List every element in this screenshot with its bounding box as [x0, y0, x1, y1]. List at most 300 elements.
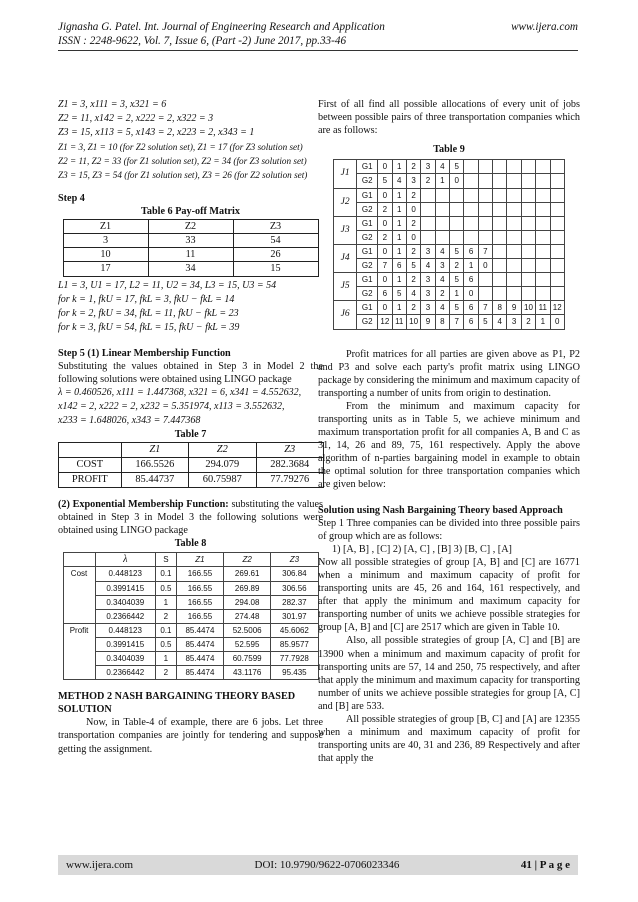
table-cell — [521, 287, 535, 301]
table-cell: 10 — [521, 301, 535, 315]
table-cell — [550, 244, 564, 258]
table-cell: 43.1176 — [224, 666, 271, 680]
table-cell: 306.84 — [271, 567, 318, 581]
table-cell — [478, 160, 492, 174]
exponential-text: substituting the values obtained in Step 3 in Model 3 the following solutions were obtained using LINGO package — [58, 498, 323, 537]
table-cell: 85.9577 — [271, 637, 318, 651]
table-cell — [507, 273, 521, 287]
table-cell: 0 — [464, 287, 478, 301]
linear-solution-equations — [58, 386, 323, 428]
table-cell: 0.2366442 — [95, 609, 155, 623]
job-label: J4 — [334, 244, 357, 272]
issn-line: ISSN : 2248-9622, Vol. 7, Issue 6, (Part -2) June 2017, pp.33-46 — [58, 35, 347, 47]
page-header — [58, 20, 578, 51]
table-cell: COST — [59, 457, 122, 472]
table-cell: 33 — [148, 234, 233, 248]
table-cell: 2 — [406, 216, 420, 230]
table-cell — [507, 174, 521, 188]
table-cell — [435, 216, 449, 230]
group-label: G1 — [357, 244, 378, 258]
footer-page-number: 41 | P a g e — [520, 859, 570, 871]
table-cell — [464, 216, 478, 230]
table-cell — [464, 174, 478, 188]
table-header-cell — [59, 442, 122, 457]
table-cell — [493, 244, 507, 258]
method2-heading: METHOD 2 NASH BARGAINING THEORY BASED SOLUTION — [58, 691, 296, 716]
table-cell — [507, 216, 521, 230]
table-cell — [507, 244, 521, 258]
table-cell — [521, 273, 535, 287]
group-label: G1 — [357, 273, 378, 287]
equation-line: Z1 = 3, x111 = 3, x321 = 6 — [58, 99, 167, 110]
table-cell: 60.75987 — [189, 472, 256, 487]
table-cell: 0.3404039 — [95, 595, 155, 609]
table-row — [334, 188, 565, 202]
table-cell: 1 — [392, 301, 406, 315]
table-cell: 85.4474 — [176, 623, 223, 637]
table-cell: 4 — [493, 315, 507, 329]
table-cell: 3 — [435, 259, 449, 273]
exponential-results-table — [63, 552, 319, 680]
table-cell: 1 — [392, 230, 406, 244]
table-cell: 6 — [464, 244, 478, 258]
table-cell: 3 — [507, 315, 521, 329]
table-cell: 85.4474 — [176, 666, 223, 680]
table-cell: 6 — [464, 301, 478, 315]
table-cell: 5 — [450, 301, 464, 315]
table-cell: 3 — [421, 160, 435, 174]
exponential-heading: (2) Exponential Membership Function: — [58, 498, 229, 510]
table-cell: 2 — [155, 666, 176, 680]
table-cell: 301.97 — [271, 609, 318, 623]
table9-caption: Table 9 — [433, 144, 465, 156]
table-cell: 6 — [464, 315, 478, 329]
table-cell: 26 — [233, 248, 318, 262]
table-cell — [435, 230, 449, 244]
group-label: G2 — [357, 230, 378, 244]
group-label: G2 — [357, 315, 378, 329]
table-cell: 5 — [450, 244, 464, 258]
equation-line: Z2 = 11, x142 = 2, x222 = 2, x322 = 3 — [58, 113, 214, 124]
table-cell — [478, 273, 492, 287]
table-header-cell: Z1 — [121, 442, 188, 457]
table-cell: 7 — [450, 315, 464, 329]
table-cell: 12 — [550, 301, 564, 315]
table-cell: 85.4474 — [176, 637, 223, 651]
table-cell: 0 — [378, 301, 392, 315]
table-cell — [536, 160, 550, 174]
table-header-cell: Z2 — [148, 220, 233, 234]
table-cell: 1 — [392, 202, 406, 216]
table-cell: 2 — [406, 244, 420, 258]
table-cell — [478, 188, 492, 202]
table-row — [63, 567, 318, 581]
table-cell — [493, 287, 507, 301]
equation-block-z — [58, 98, 323, 182]
table-cell: 166.55 — [176, 581, 223, 595]
table-cell — [464, 188, 478, 202]
table-row — [334, 174, 565, 188]
table-header-cell — [63, 553, 95, 567]
table-cell — [464, 230, 478, 244]
table-cell — [521, 259, 535, 273]
table-cell — [478, 174, 492, 188]
table-cell: 294.08 — [224, 595, 271, 609]
table-cell: 2 — [155, 609, 176, 623]
table-cell — [550, 259, 564, 273]
table-row — [334, 202, 565, 216]
table-cell — [536, 188, 550, 202]
table-cell: 4 — [435, 301, 449, 315]
table-cell: 52.595 — [224, 637, 271, 651]
table-cell — [493, 174, 507, 188]
method2-text: Now, in Table-4 of example, there are 6 jobs. Let three transportation companies are jointly for tendering and suppose getting the assignment. — [58, 717, 323, 755]
journal-website[interactable]: www.ijera.com — [511, 21, 578, 33]
table-cell: 5 — [450, 273, 464, 287]
table-cell: 85.44737 — [121, 472, 188, 487]
table-cell — [550, 287, 564, 301]
table-cell: 0 — [378, 273, 392, 287]
table-cell: 0.3404039 — [95, 651, 155, 665]
table-row — [334, 160, 565, 174]
table-cell — [478, 287, 492, 301]
table-cell — [493, 230, 507, 244]
table-cell: 0 — [406, 230, 420, 244]
table-cell: 6 — [464, 273, 478, 287]
strategies-bc-paragraph: All possible strategies of group [B, C] and [A] are 12355 when a minimum and maximum capacity of profit for transporting units are 40, 31 and 236, 89 Respectively and after that apply the — [318, 714, 580, 765]
table-cell: 5 — [450, 160, 464, 174]
right-column — [318, 98, 580, 765]
table-cell: 2 — [406, 160, 420, 174]
table-cell: 5 — [378, 174, 392, 188]
table-cell — [536, 174, 550, 188]
group-label: G2 — [357, 202, 378, 216]
job-label: J6 — [334, 301, 357, 329]
table-cell: 306.56 — [271, 581, 318, 595]
equation-line: for k = 1, fkU = 17, fkL = 3, fkU − fkL = 14 — [58, 293, 235, 305]
table-cell — [450, 202, 464, 216]
equation-line: Z3 = 15, Z3 = 54 (for Z1 solution set), Z3 = 26 (for Z2 solution set) — [58, 170, 308, 180]
step4-heading: Step 4 — [58, 193, 85, 204]
table-cell: 269.61 — [224, 567, 271, 581]
table-cell — [521, 216, 535, 230]
table-cell: 85.4474 — [176, 651, 223, 665]
table-cell: 0 — [550, 315, 564, 329]
table-cell: 1 — [536, 315, 550, 329]
table8-caption: Table 8 — [174, 538, 207, 550]
table-cell: 2 — [378, 230, 392, 244]
table-row — [334, 315, 565, 329]
table-cell: 3 — [421, 287, 435, 301]
step5-heading: Step 5 (1) Linear Membership Function — [58, 347, 231, 359]
table-cell — [464, 160, 478, 174]
group-label: G2 — [357, 174, 378, 188]
nash-heading: Solution using Nash Bargaining Theory based Approach — [318, 504, 563, 516]
table-cell: 0 — [378, 244, 392, 258]
table-cell: 0.1 — [155, 567, 176, 581]
table-cell — [421, 188, 435, 202]
table-cell — [478, 216, 492, 230]
equation-line: for k = 2, fkU = 34, fkL = 11, fkU − fkL = 23 — [58, 307, 239, 319]
table-cell: 7 — [378, 259, 392, 273]
bounds-equations — [58, 279, 323, 335]
journal-title: Jignasha G. Patel. Int. Journal of Engineering Research and Application — [58, 21, 385, 33]
equation-line: for k = 3, fkU = 54, fkL = 15, fkU − fkL = 39 — [58, 321, 240, 333]
table-cell: 1 — [464, 259, 478, 273]
table-cell: 2 — [406, 188, 420, 202]
table-cell: 1 — [392, 244, 406, 258]
table-cell: 282.37 — [271, 595, 318, 609]
table-cell: 2 — [450, 259, 464, 273]
table-cell: 2 — [406, 273, 420, 287]
table-cell: 3 — [406, 174, 420, 188]
group-label: G1 — [357, 160, 378, 174]
table-cell: 166.55 — [176, 595, 223, 609]
table-cell — [550, 216, 564, 230]
table-cell — [507, 160, 521, 174]
table-cell: 7 — [478, 301, 492, 315]
table-cell — [521, 174, 535, 188]
equation-line: x142 = 2, x222 = 2, x232 = 5.351974, x113 = 3.552632, — [58, 400, 285, 412]
equation-line: λ = 0.460526, x111 = 1.447368, x321 = 6, x341 = 4.552632, — [58, 386, 302, 398]
cost-profit-table — [58, 442, 324, 488]
table-row — [59, 472, 324, 487]
table-cell — [536, 244, 550, 258]
table-cell: 0.5 — [155, 581, 176, 595]
table-header-cell: Z3 — [271, 553, 318, 567]
table-cell: 282.3684 — [256, 457, 323, 472]
table-cell: 3 — [63, 234, 148, 248]
table-row — [63, 248, 318, 262]
table-cell: 1 — [450, 287, 464, 301]
table-header-cell: S — [155, 553, 176, 567]
table-cell: 0.3991415 — [95, 581, 155, 595]
table-cell: 294.079 — [189, 457, 256, 472]
table-cell — [493, 202, 507, 216]
table-cell — [435, 202, 449, 216]
table-cell — [464, 202, 478, 216]
table-header-row — [63, 220, 318, 234]
table-row — [334, 301, 565, 315]
table-cell: 0.3991415 — [95, 637, 155, 651]
table-cell — [521, 244, 535, 258]
table-cell: 1 — [392, 160, 406, 174]
table-cell: 8 — [493, 301, 507, 315]
table-cell: 77.79276 — [256, 472, 323, 487]
table-cell: 60.7599 — [224, 651, 271, 665]
table-cell — [450, 230, 464, 244]
table-cell — [507, 287, 521, 301]
table-cell: 1 — [155, 595, 176, 609]
table-cell: 11 — [148, 248, 233, 262]
table-row — [63, 651, 318, 665]
table-cell: 6 — [378, 287, 392, 301]
strategies-ac-paragraph: Also, all possible strategies of group [A, C] and [B] are 13900 when a minimum and maximum capacity of profit for transporting units are 57, 14 and 250, 75 respectively, and after that apply the minimum and maximum capacity for transporting number of units we achieve possible strategies for group [A, C] and [B] are 533. — [318, 635, 580, 712]
job-label: J3 — [334, 216, 357, 244]
table-cell: 0.2366442 — [95, 666, 155, 680]
table-cell: 11 — [392, 315, 406, 329]
table-cell: 5 — [406, 259, 420, 273]
group-label: G1 — [357, 188, 378, 202]
table-cell: 0.5 — [155, 637, 176, 651]
table-row — [334, 273, 565, 287]
strategies-ab-paragraph: Now all possible strategies of group [A, B] and [C] are 16771 when a minimum and maximum capacity of profit for transporting units are 45, 26 and 164, 161 respectively, and after that apply the minimum and maximum capacity for transporting number of units we achieve possible strategies for group [A, B] and [C] are 2517 which are given in Table 10. — [318, 556, 580, 634]
table-cell: 8 — [435, 315, 449, 329]
table-cell — [450, 216, 464, 230]
table-cell: 166.55 — [176, 609, 223, 623]
table-cell — [536, 259, 550, 273]
equation-line: L1 = 3, U1 = 17, L2 = 11, U2 = 34, L3 = 15, U3 = 54 — [58, 279, 277, 291]
table-row — [63, 262, 318, 276]
table-row — [63, 595, 318, 609]
table-cell: 0.448123 — [95, 623, 155, 637]
exponential-paragraph — [58, 498, 323, 537]
table-cell: 34 — [148, 262, 233, 276]
table-cell: 11 — [536, 301, 550, 315]
table-cell: 52.5006 — [224, 623, 271, 637]
table-cell: 1 — [392, 273, 406, 287]
table-header-cell: Z1 — [176, 553, 223, 567]
table-row — [63, 666, 318, 680]
table-cell — [478, 230, 492, 244]
table-cell: 95.435 — [271, 666, 318, 680]
capacity-paragraph: From the minimum and maximum capacity for transporting units as in Table 5, we achieve minimum and maximum transportation profit for all companies A, B and C as 31, 14, 26 and 89, 75, 161 respectively. Apply the above algorithm of n-parties bargaining model in example to obtain the optimal solution for three transportation companies which are given below: — [318, 400, 580, 491]
table-row — [59, 457, 324, 472]
table-cell: 0.1 — [155, 623, 176, 637]
table-cell — [493, 216, 507, 230]
table-header-cell: Z3 — [233, 220, 318, 234]
table6-caption: Table 6 Pay-off Matrix — [141, 206, 240, 218]
table-cell: 2 — [378, 202, 392, 216]
table-cell — [536, 202, 550, 216]
job-label: J2 — [334, 188, 357, 216]
table-header-row — [63, 553, 318, 567]
table-cell: 0 — [378, 216, 392, 230]
table-cell: 7 — [478, 244, 492, 258]
group-label: G1 — [357, 216, 378, 230]
table-group-label: Profit — [63, 623, 95, 679]
table-cell — [421, 202, 435, 216]
table-cell: 5 — [478, 315, 492, 329]
table-row — [334, 259, 565, 273]
header-rule — [58, 50, 578, 51]
table-cell: 4 — [421, 259, 435, 273]
table-cell: 3 — [421, 301, 435, 315]
table-cell — [450, 188, 464, 202]
table-cell: 2 — [421, 174, 435, 188]
table7-caption: Table 7 — [174, 428, 207, 440]
table-cell — [478, 202, 492, 216]
group-label: G2 — [357, 287, 378, 301]
table-row — [334, 216, 565, 230]
table8-body — [63, 567, 318, 680]
table-cell — [536, 216, 550, 230]
table-cell: 0 — [406, 202, 420, 216]
table-cell — [507, 259, 521, 273]
table-header-cell: Z2 — [189, 442, 256, 457]
table-cell: 2 — [406, 301, 420, 315]
table-header-cell: Z1 — [63, 220, 148, 234]
table-cell — [493, 259, 507, 273]
table-cell — [521, 202, 535, 216]
table-row — [334, 287, 565, 301]
table-cell: 5 — [392, 287, 406, 301]
table-group-label: Cost — [63, 567, 95, 623]
table-cell: 17 — [63, 262, 148, 276]
table-cell — [536, 230, 550, 244]
table-cell — [536, 287, 550, 301]
table-cell: 15 — [233, 262, 318, 276]
table-cell: 166.5526 — [121, 457, 188, 472]
table-cell — [507, 188, 521, 202]
step5-text: Substituting the values obtained in Step 3 in Model 2 the following solutions were obtained using LINGO package — [58, 360, 323, 385]
equation-line: Z1 = 3, Z1 = 10 (for Z2 solution set), Z1 = 17 (for Z3 solution set) — [58, 142, 303, 152]
table-cell: 45.6062 — [271, 623, 318, 637]
table-row — [63, 623, 318, 637]
table-row — [63, 637, 318, 651]
table-cell: 77.7928 — [271, 651, 318, 665]
table-row — [63, 581, 318, 595]
table-cell: 0.448123 — [95, 567, 155, 581]
table-cell: 4 — [435, 273, 449, 287]
table-row — [334, 244, 565, 258]
table-cell — [521, 160, 535, 174]
table-cell: 269.89 — [224, 581, 271, 595]
table-header-cell: Z3 — [256, 442, 323, 457]
table-cell: 54 — [233, 234, 318, 248]
table-row — [63, 609, 318, 623]
table-header-row — [59, 442, 324, 457]
table-cell: 2 — [435, 287, 449, 301]
table-cell: 1 — [392, 188, 406, 202]
equation-line: Z3 = 15, x113 = 5, x143 = 2, x223 = 2, x343 = 1 — [58, 127, 255, 138]
table-cell — [421, 216, 435, 230]
table-cell — [493, 273, 507, 287]
table9-body — [334, 160, 565, 329]
table-cell — [550, 273, 564, 287]
table-row — [63, 234, 318, 248]
group-label: G2 — [357, 259, 378, 273]
step1-text: Step 1 Three companies can be divided into three possible pairs of group which are as follows: — [318, 517, 580, 542]
payoff-matrix-table — [63, 219, 319, 276]
table-cell: 1 — [435, 174, 449, 188]
table-cell: 3 — [421, 244, 435, 258]
table-cell — [435, 188, 449, 202]
table-cell: 0 — [378, 188, 392, 202]
table-cell: 10 — [406, 315, 420, 329]
table-cell — [493, 188, 507, 202]
allocation-table — [333, 159, 565, 329]
footer-website[interactable]: www.ijera.com — [66, 859, 134, 871]
table-cell: 2 — [521, 315, 535, 329]
equation-line: x233 = 1.648026, x343 = 7.447368 — [58, 414, 201, 426]
equation-line: Z2 = 11, Z2 = 33 (for Z1 solution set), Z2 = 34 (for Z3 solution set) — [58, 156, 307, 166]
table-cell — [550, 188, 564, 202]
table-cell: 4 — [435, 160, 449, 174]
table-cell: 3 — [421, 273, 435, 287]
table-header-cell: Z2 — [224, 553, 271, 567]
table-cell: 9 — [421, 315, 435, 329]
table-cell: 1 — [392, 216, 406, 230]
allocation-intro: First of all find all possible allocations of every unit of jobs between possible pairs of three transportation companies which are as follows: — [318, 99, 580, 137]
table-cell: 4 — [406, 287, 420, 301]
table-cell — [521, 230, 535, 244]
page-footer — [58, 855, 578, 875]
table-cell: 166.55 — [176, 567, 223, 581]
table-cell: 0 — [378, 160, 392, 174]
table-cell: 274.48 — [224, 609, 271, 623]
table-cell — [507, 202, 521, 216]
